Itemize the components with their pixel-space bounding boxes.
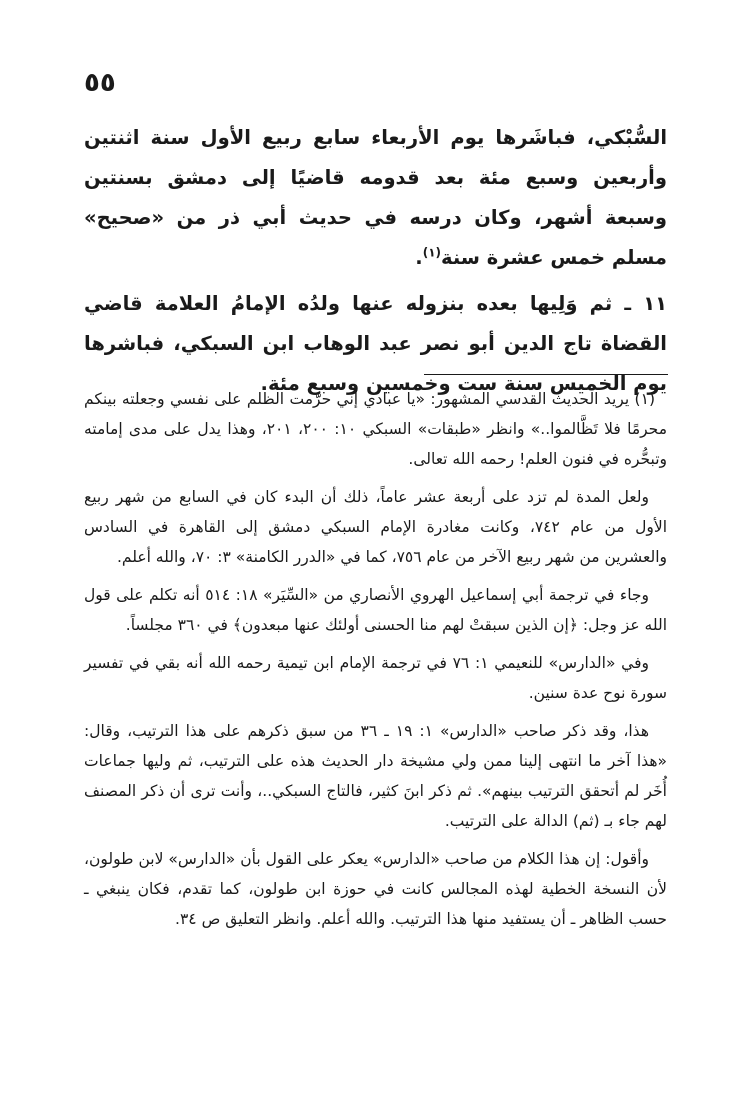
footnote-paragraph: وأقول: إن هذا الكلام من صاحب «الدارس» يعكر على القول بأن «الدارس» لابن طولون، لأن النسخة الخطية لهذه المجالس كانت في حوزة ابن طولون، كما تقدم، فكان ينبغي ـ حسب الظاهر ـ أن يستفيد منها هذا الترتيب. والله أعلم. وانظر التعليق ص ٣٤. bbox=[84, 850, 667, 928]
footnote-paragraph: ولعل المدة لم تزد على أربعة عشر عاماً، ذلك أن البدء كان في السابع من شهر ربيع الأول من عام ٧٤٢، وكانت مغادرة الإمام السبكي دمشق إلى القاهرة في السادس والعشرين من شهر ربيع الآخر من عام ٧٥٦، كما في «الدرر الكامنة» ٣: ٧٠، والله أعلم. bbox=[84, 488, 668, 566]
footnote-paragraph: وفي «الدارس» للنعيمي ١: ٧٦ في ترجمة الإمام ابن تيمية رحمه الله أنه بقي في تفسير سورة نوح عدة سنين. bbox=[84, 654, 667, 702]
main-paragraph-end: . bbox=[415, 246, 423, 269]
footnote-paragraph: وجاء في ترجمة أبي إسماعيل الهروي الأنصاري من «السِّيَر» ١٨: ٥١٤ أنه تكلم على قول الله عز وجل: ﴿إن الذين سبقتْ لهم منا الحسنى أولئك عنها مبعدون﴾ في ٣٦٠ مجلساً. bbox=[84, 586, 667, 634]
footnote-reference[interactable]: (١) bbox=[422, 245, 441, 260]
footnote-paragraph: هذا، وقد ذكر صاحب «الدارس» ١: ١٩ ـ ٣٦ من سبق ذكرهم على هذا الترتيب، وقال: «هذا آخر ما انتهى إلينا ممن ولي مشيخة دار الحديث هذه على الترتيب، ثم وليها جماعات أُخَر لم أتحقق الترتيب بينهم». ثم ذكر ابنَ كثير، فالتاج السبكي..، وأنت ترى أن ذكر المصنف لهم جاء بـ (ثم) الدالة على الترتيب. bbox=[84, 722, 667, 830]
main-paragraph bbox=[84, 118, 667, 278]
footnote-divider bbox=[424, 374, 668, 375]
page-number: ٥٥ bbox=[84, 68, 116, 98]
footnote-paragraph: (١) يريد الحديث القدسي المشهور: «يا عبادي إني حرَّمت الظلم على نفسي وجعلته بينكم محرمًا فلا تَظَّالموا..» وانظر «طبقات» السبكي ١٠: ٢٠٠، ٢٠١، وهذا يدل على مدى إمامته وتبحُّره في فنون العلم! رحمه الله تعالى. bbox=[84, 390, 667, 468]
main-paragraph: ١١ ـ ثم وَلِيها بعده بنزوله عنها ولدُه الإمامُ العلامة قاضي القضاة تاج الدين أبو نصر عبد الوهاب ابن السبكي، فباشرها يوم الخميس سنة ست وخمسين وسبع مئة. bbox=[84, 292, 667, 395]
main-paragraph-text: السُّبْكي، فباشَرها يوم الأربعاء سابع ربيع الأول سنة اثنتين وأربعين وسبع مئة بعد قدومه قاضيًا إلى دمشق بسنتين وسبعة أشهر، وكان درسه في حديث أبي ذر من «صحيح» مسلم خمس عشرة سنة bbox=[84, 126, 667, 269]
main-text bbox=[84, 118, 667, 410]
footnotes bbox=[84, 384, 667, 942]
